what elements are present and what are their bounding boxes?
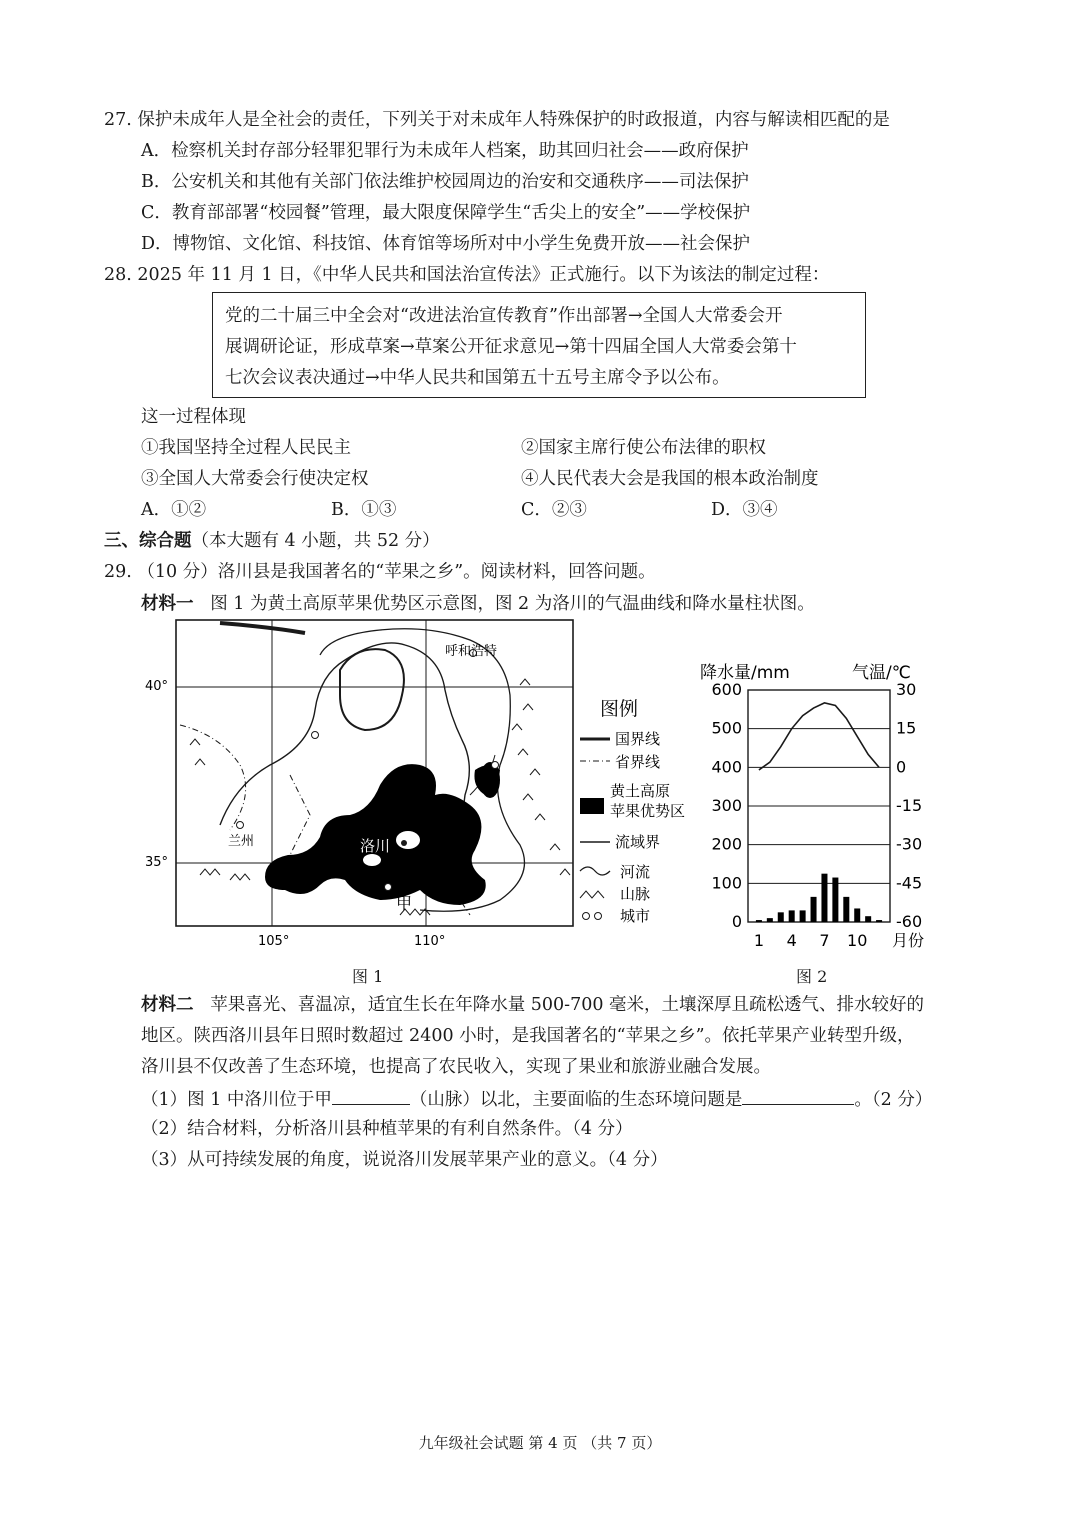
section3-heading [104,529,440,553]
jia-label: 甲 [396,894,413,913]
lon-105-label: 105° [258,934,290,949]
q29-m2-text-3: 洛川县不仅改善了生态环境，也提高了农民收入，实现了果业和旅游业融合发展。 [141,1057,771,1077]
ylabel-temperature: 气温/℃ [852,663,911,683]
section3-title: 三、综合题 [104,531,192,551]
x-tick-label: 4 [786,931,797,950]
lat-35-label: 35° [145,855,169,870]
q27-stem [104,108,890,132]
precipitation-bar [789,910,795,922]
legend-river: 河流 [620,863,651,881]
luochuan-label: 洛川 [360,837,391,855]
q29-number: 29. [104,562,132,582]
legend-mountain: 山脉 [620,885,651,903]
q29-m1-text: 图 1 为黄土高原苹果优势区示意图，图 2 为洛川的气温曲线和降水量柱状图。 [210,594,815,614]
q29-m2-text-1: 苹果喜光、喜温凉，适宜生长在年降水量 500-700 毫米，土壤深厚且疏松透气、排水较好的 [210,995,925,1015]
ylabel-precipitation: 降水量/mm [700,663,790,683]
answer-blank-problem[interactable] [742,1086,854,1105]
q29-stem-text: （10 分）洛川县是我国著名的“苹果之乡”。阅读材料，回答问题。 [137,562,656,582]
y-left-tick-label: 500 [711,718,742,738]
y-right-tick-label: 0 [896,757,907,777]
q28-statement-2: ②国家主席行使公布法律的职权 [521,438,766,458]
q28-choice-b: B．①③ [331,500,397,520]
q27-option-d: D．博物馆、文化馆、科技馆、体育馆等场所对中小学生免费开放——社会保护 [141,234,751,254]
y-left-tick-label: 100 [711,873,742,893]
legend-apple: 苹果优势区 [610,802,686,820]
taiyuan-city [492,762,499,769]
q29-sub1-c: 。（2 分） [854,1090,933,1110]
legend-zone-symbol [580,798,604,814]
y-left-tick-label: 0 [731,912,742,931]
precipitation-bar [767,918,773,922]
x-tick-label: 10 [847,931,868,950]
q29-material-1 [141,592,815,616]
q28-box-line-1: 党的二十届三中全会对“改进法治宣传教育”作出部署→全国人大常委会开 [225,306,783,326]
legend-city: 城市 [620,907,651,925]
y-left-tick-label: 400 [711,757,742,777]
loess-plateau-map [140,615,700,955]
precipitation-bar [876,920,882,922]
q29-sub-3: （3）从可持续发展的角度，说说洛川发展苹果产业的意义。（4 分） [141,1150,668,1170]
q29-m2-text-2: 地区。陕西洛川县年日照时数超过 2400 小时，是我国著名的“苹果之乡”。依托苹果产业转型升级， [141,1026,915,1046]
q27-stem-text: 保护未成年人是全社会的责任，下列关于对未成年人特殊保护的时政报道，内容与解读相匹配的是 [137,110,890,130]
q28-stem-text: 2025 年 11 月 1 日，《中华人民共和国法治宣传法》正式施行。以下为该法的制定过程： [137,265,830,285]
zone-hole-2 [363,854,381,866]
q28-box-line-3: 七次会议表决通过→中华人民共和国第五十五号主席令予以公布。 [225,368,730,388]
precipitation-bar [854,908,860,922]
zone-hole-1 [396,831,420,849]
q28-process-box [212,292,866,398]
q28-statement-1: ①我国坚持全过程人民民主 [141,438,351,458]
legend-city-symbol-1 [583,913,590,920]
lanzhou-label: 兰州 [228,834,255,849]
legend-national: 国界线 [615,730,661,748]
legend-river-symbol [580,867,610,875]
q28-choice-c: C．②③ [521,500,587,520]
precipitation-bar [811,897,817,922]
q29-sub1-b: （山脉）以北，主要面临的生态环境问题是 [409,1090,743,1110]
q28-number: 28. [104,265,132,285]
precipitation-bar [800,910,806,922]
q28-statement-3: ③全国人大常委会行使决定权 [141,469,369,489]
y-left-tick-label: 200 [711,834,742,854]
y-right-tick-label: -15 [896,796,923,815]
q29-m2-label: 材料二 [141,995,194,1015]
q29-sub1-a: （1）图 1 中洛川位于甲 [141,1090,332,1110]
legend-city-symbol-2 [595,913,602,920]
legend-title: 图例 [600,698,639,720]
q28-lead: 这一过程体现 [141,407,246,427]
precipitation-bar [843,897,849,922]
q28-stem [104,263,829,287]
q29-sub-1 [141,1086,932,1112]
q28-statement-4: ④人民代表大会是我国的根本政治制度 [521,469,819,489]
legend-mountain-symbol [580,891,604,898]
luochuan-city [401,840,407,846]
precipitation-bar [756,920,762,922]
x-tick-label: 1 [753,931,765,950]
lon-110-label: 110° [414,934,446,949]
q27-number: 27. [104,110,132,130]
section3-note: （本大题有 4 小题，共 52 分） [191,531,440,551]
q27-option-a: A．检察机关封存部分轻罪犯罪行为未成年人档案，助其回归社会——政府保护 [141,141,749,161]
figure-1-caption: 图 1 [352,967,384,986]
temperature-curve [759,703,879,770]
x-tick-label: 7 [819,931,830,950]
y-right-tick-label: 30 [896,680,917,699]
legend-province: 省界线 [615,753,661,771]
yinchuan-city [312,732,319,739]
climate-chart [690,650,940,955]
page-footer: 九年级社会试题 第 4 页 （共 7 页） [418,1434,662,1452]
lanzhou-city [237,822,244,829]
y-left-tick-label: 300 [711,796,742,815]
q28-choice-d: D．③④ [711,500,778,520]
precipitation-bar [832,878,838,922]
x-axis-suffix: 月份 [891,931,925,950]
xian-city [385,884,392,891]
legend-basin: 流域界 [615,833,661,851]
q28-box-line-2: 展调研论证，形成草案→草案公开征求意见→第十四届全国人大常委会第十 [225,337,797,357]
y-left-tick-label: 600 [711,680,742,699]
lat-40-label: 40° [145,679,169,694]
precipitation-bar [778,912,784,922]
answer-blank-mountain[interactable] [332,1086,410,1105]
hohhot-label: 呼和浩特 [445,644,498,659]
q29-sub-2: （2）结合材料，分析洛川县种植苹果的有利自然条件。（4 分） [141,1119,633,1139]
y-right-tick-label: -30 [896,834,923,854]
q29-m1-label: 材料一 [141,594,194,614]
q27-option-b: B．公安机关和其他有关部门依法维护校园周边的治安和交通秩序——司法保护 [141,172,749,192]
q27-option-c: C．教育部部署“校园餐”管理，最大限度保障学生“舌尖上的安全”——学校保护 [141,203,751,223]
q29-stem [104,560,656,584]
q29-material-2-line-1 [141,993,924,1017]
precipitation-bar [821,874,827,922]
legend-loess: 黄土高原 [610,782,671,800]
figure-2-caption: 图 2 [796,967,828,986]
y-right-tick-label: -60 [896,912,923,931]
q28-choice-a: A．①② [141,500,207,520]
y-right-tick-label: -45 [896,873,923,893]
y-right-tick-label: 15 [896,718,917,738]
precipitation-bar [865,916,871,922]
